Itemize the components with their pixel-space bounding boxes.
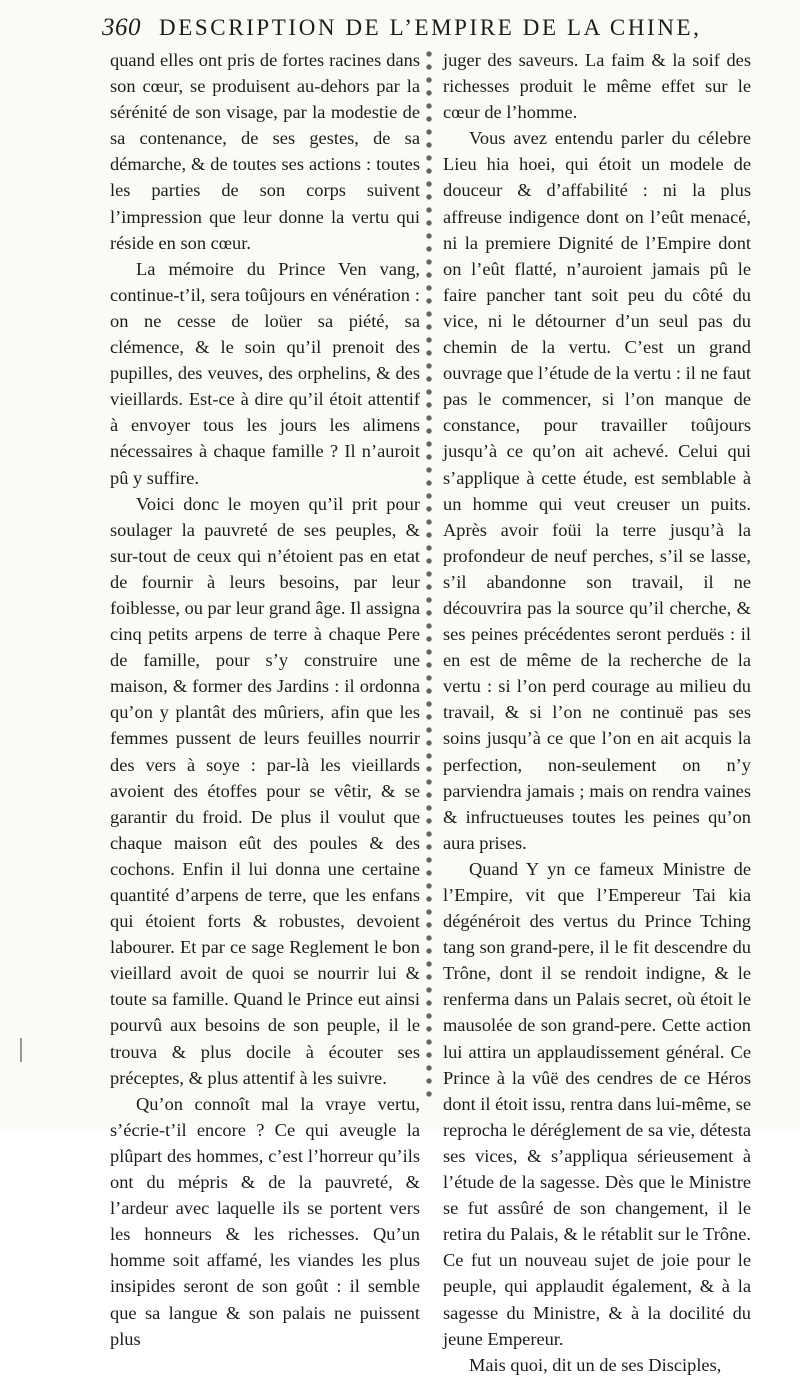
left-column xyxy=(110,47,420,1352)
right-paragraph-4: Mais quoi, dit un de ses Disciples, xyxy=(469,1354,722,1375)
right-column xyxy=(443,47,751,1378)
left-paragraph-4: Qu’on connoît mal la vraye vertu, s’écrie-t’il encore ? Ce qui aveugle la plûpart des hommes, c’est l’horreur qu’ils ont du mépris & de la pauvreté, & l’ardeur avec laquelle ils se portent vers les honneurs & les richesses. Qu’un homme soit affamé, les viandes les plus insipides seront de son goût : il semble que sa langue & son palais ne puissent plus xyxy=(110,1093,420,1349)
left-paragraph-1: quand elles ont pris de fortes racines dans son cœur, se produisent au-dehors par la sérénité de son visage, par la modestie de sa contenance, de ses gestes, de sa démarche, & de toutes ses actions : toutes les parties de son corps suivent l’impression que leur donne la vertu qui réside en son cœur. xyxy=(110,50,420,253)
running-head: DESCRIPTION DE L’EMPIRE DE LA CHINE, xyxy=(159,15,702,40)
margin-mark xyxy=(20,1038,22,1062)
right-paragraph-3: Quand Y yn ce fameux Ministre de l’Empire, vit que l’Empereur Tai kia dégénéroit des vertus du Prince Tching tang son grand-pere, il le fit descendre du Trône, dont il se rendoit indigne, & le renferma dans un Palais secret, où étoit le mausolée de son grand-pere. Cette action lui attira un applaudissement général. Ce Prince à la vûë des cendres de ce Héros dont il étoit issu, rentra dans lui-même, se reprocha le déréglement de sa vie, détesta ses vices, & s’appliqua sérieusement à l’étude de la sagesse. Dès que le Ministre se fut assûré de son changement, il le retira du Palais, & le rétablit sur le Trône. Ce fut un nouveau sujet de joie pour le peuple, qui applaudit également, & à la sagesse du Ministre, & à la docilité du jeune Empereur. xyxy=(443,858,751,1349)
left-paragraph-3: Voici donc le moyen qu’il prit pour soulager la pauvreté de ses peuples, & sur-tout de ceux qui n’étoient pas en etat de fournir à leurs besoins, par leur foiblesse, ou par leur grand âge. Il assigna cinq petits arpens de terre à chaque Pere de famille, pour s’y construire une maison, & former des Jardins : il ordonna qu’on y plantât des mûriers, afin que les femmes pussent de leurs feuilles nourrir des vers à soye : par-là les vieillards avoient des étoffes pour se vêtir, & se garantir du froid. De plus il voulut que chaque maison eût des poules & des cochons. Enfin il lui donna une certaine quantité d’arpens de terre, que les enfans qui étoient forts & robustes, devoient labourer. Et par ce sage Reglement le bon vieillard avoit de quoi se nourrir lui & toute sa famille. Quand le Prince eut ainsi pourvû aux besoins de son peuple, il le trouva & plus docile à écouter ses préceptes, & plus attentif à les suivre. xyxy=(110,493,420,1088)
left-paragraph-2: La mémoire du Prince Ven vang, continue-t’il, sera toûjours en vénération : on ne cesse de loüer sa piété, sa clémence, & le soin qu’il prenoit des pupilles, des veuves, des orphelins, & des vieillards. Est-ce à dire qu’il étoit attentif à envoyer tous les jours les alimens nécessaires à chaque famille ? Il n’auroit pû y suffire. xyxy=(110,258,420,488)
page-number: 360 xyxy=(102,14,141,41)
ornamental-column-divider xyxy=(423,48,435,1104)
right-paragraph-1: juger des saveurs. La faim & la soif des richesses produit le même effet sur le cœur de l’homme. xyxy=(443,50,751,123)
right-paragraph-2: Vous avez entendu parler du célebre Lieu hia hoei, qui étoit un modele de douceur & d’affabilité : ni la plus affreuse indigence dont on l’eût menacé, ni la premiere Dignité de l’Empire dont on l’eût flatté, n’auroient jamais pû le faire pancher tant soit peu du côté du vice, ni le détourner d’un seul pas du chemin de la vertu. C’est un grand ouvrage que l’étude de la vertu : il ne faut pas le commencer, si l’on manque de constance, pour travailler toûjours jusqu’à ce qu’on ait achevé. Celui qui s’applique à cette étude, est semblable à un homme qui veut creuser un puits. Après avoir foüi la terre jusqu’à la profondeur de neuf perches, s’il se lasse, s’il abandonne son travail, il ne découvrira pas la source qu’il cherche, & ses peines précédentes seront perduës : il en est de même de la recherche de la vertu : si l’on perd courage au milieu du travail, & si l’on ne continuë pas ses soins jusqu’à ce que l’on en ait acquis la perfection, non-seulement on n’y parviendra jamais ; mais on rendra vaines & infructueuses toutes les peines qu’on aura prises. xyxy=(443,128,751,853)
page-header xyxy=(102,14,742,48)
